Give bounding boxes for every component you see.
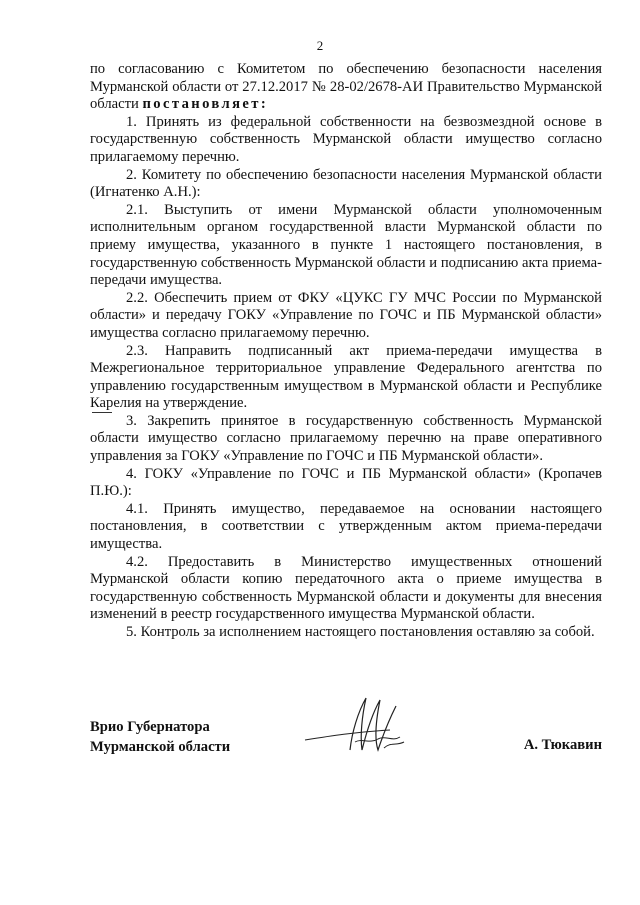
item-paragraph: 2.1. Выступить от имени Мурманской области уполномоченным исполнительным органом государственной власти Мурманской области по приему имущества, указанного в пункте 1 настоящего постановления, в государственную собственность Мурманской области и подписанию акта приема-передачи имущества. [90,201,602,289]
signatory-name: А. Тюкавин [523,737,602,753]
signatory-title-line1: Врио Губернатора [90,719,210,735]
item-paragraph: 3. Закрепить принятое в государственную собственность Мурманской области имущество согласно прилагаемому перечню на праве оперативного управления за ГОКУ «Управление по ГОЧС и ПБ Мурманской области». [90,412,602,465]
item-paragraph: 4.2. Предоставить в Министерство имущественных отношений Мурманской области копию передаточного акта о приеме имущества в государственную собственность Мурманской области и документы для внесения изменений в реестр государственного имущества Мурманской области. [90,553,602,623]
item-paragraph: 4.1. Принять имущество, передаваемое на основании настоящего постановления, в соответствии с утвержденным актом приема-передачи имущества. [90,500,602,553]
signatory-title [90,717,230,757]
item-paragraph: 2. Комитету по обеспечению безопасности населения Мурманской области (Игнатенко А.Н.): [90,166,602,201]
page-number: 2 [316,38,324,53]
item-paragraph: 2.2. Обеспечить прием от ФКУ «ЦУКС ГУ МЧС России по Мурманской области» и передачу ГОКУ «Управление по ГОЧС и ПБ Мурманской области» имущества согласно прилагаемому перечню. [90,289,602,341]
intro-emphasis: постановляет: [142,96,269,113]
handwritten-signature [300,692,420,758]
item-paragraph: 5. Контроль за исполнением настоящего постановления оставляю за собой. [126,624,595,640]
item-paragraph: 2.3. Направить подписанный акт приема-передачи имущества в Межрегиональное территориальное управление Федерального агентства по управлению государственным имуществом в Мурманской области и Республике Карелия на утверждение. [90,342,602,412]
intro-text: по согласованию с Комитетом по обеспечению безопасности населения Мурманской области от 27.12.2017 № 28-02/2678-АИ Правительство Мурманской области [90,61,602,113]
item-paragraph: 1. Принять из федеральной собственности на безвозмездной основе в государственную собственность Мурманской области имущество согласно прилагаемому перечню. [90,113,602,165]
item-paragraph: 4. ГОКУ «Управление по ГОЧС и ПБ Мурманской области» (Кропачев П.Ю.): [90,465,602,500]
signatory-title-line2: Мурманской области [90,739,231,755]
intro-paragraph [90,61,602,114]
document-body [90,61,602,642]
